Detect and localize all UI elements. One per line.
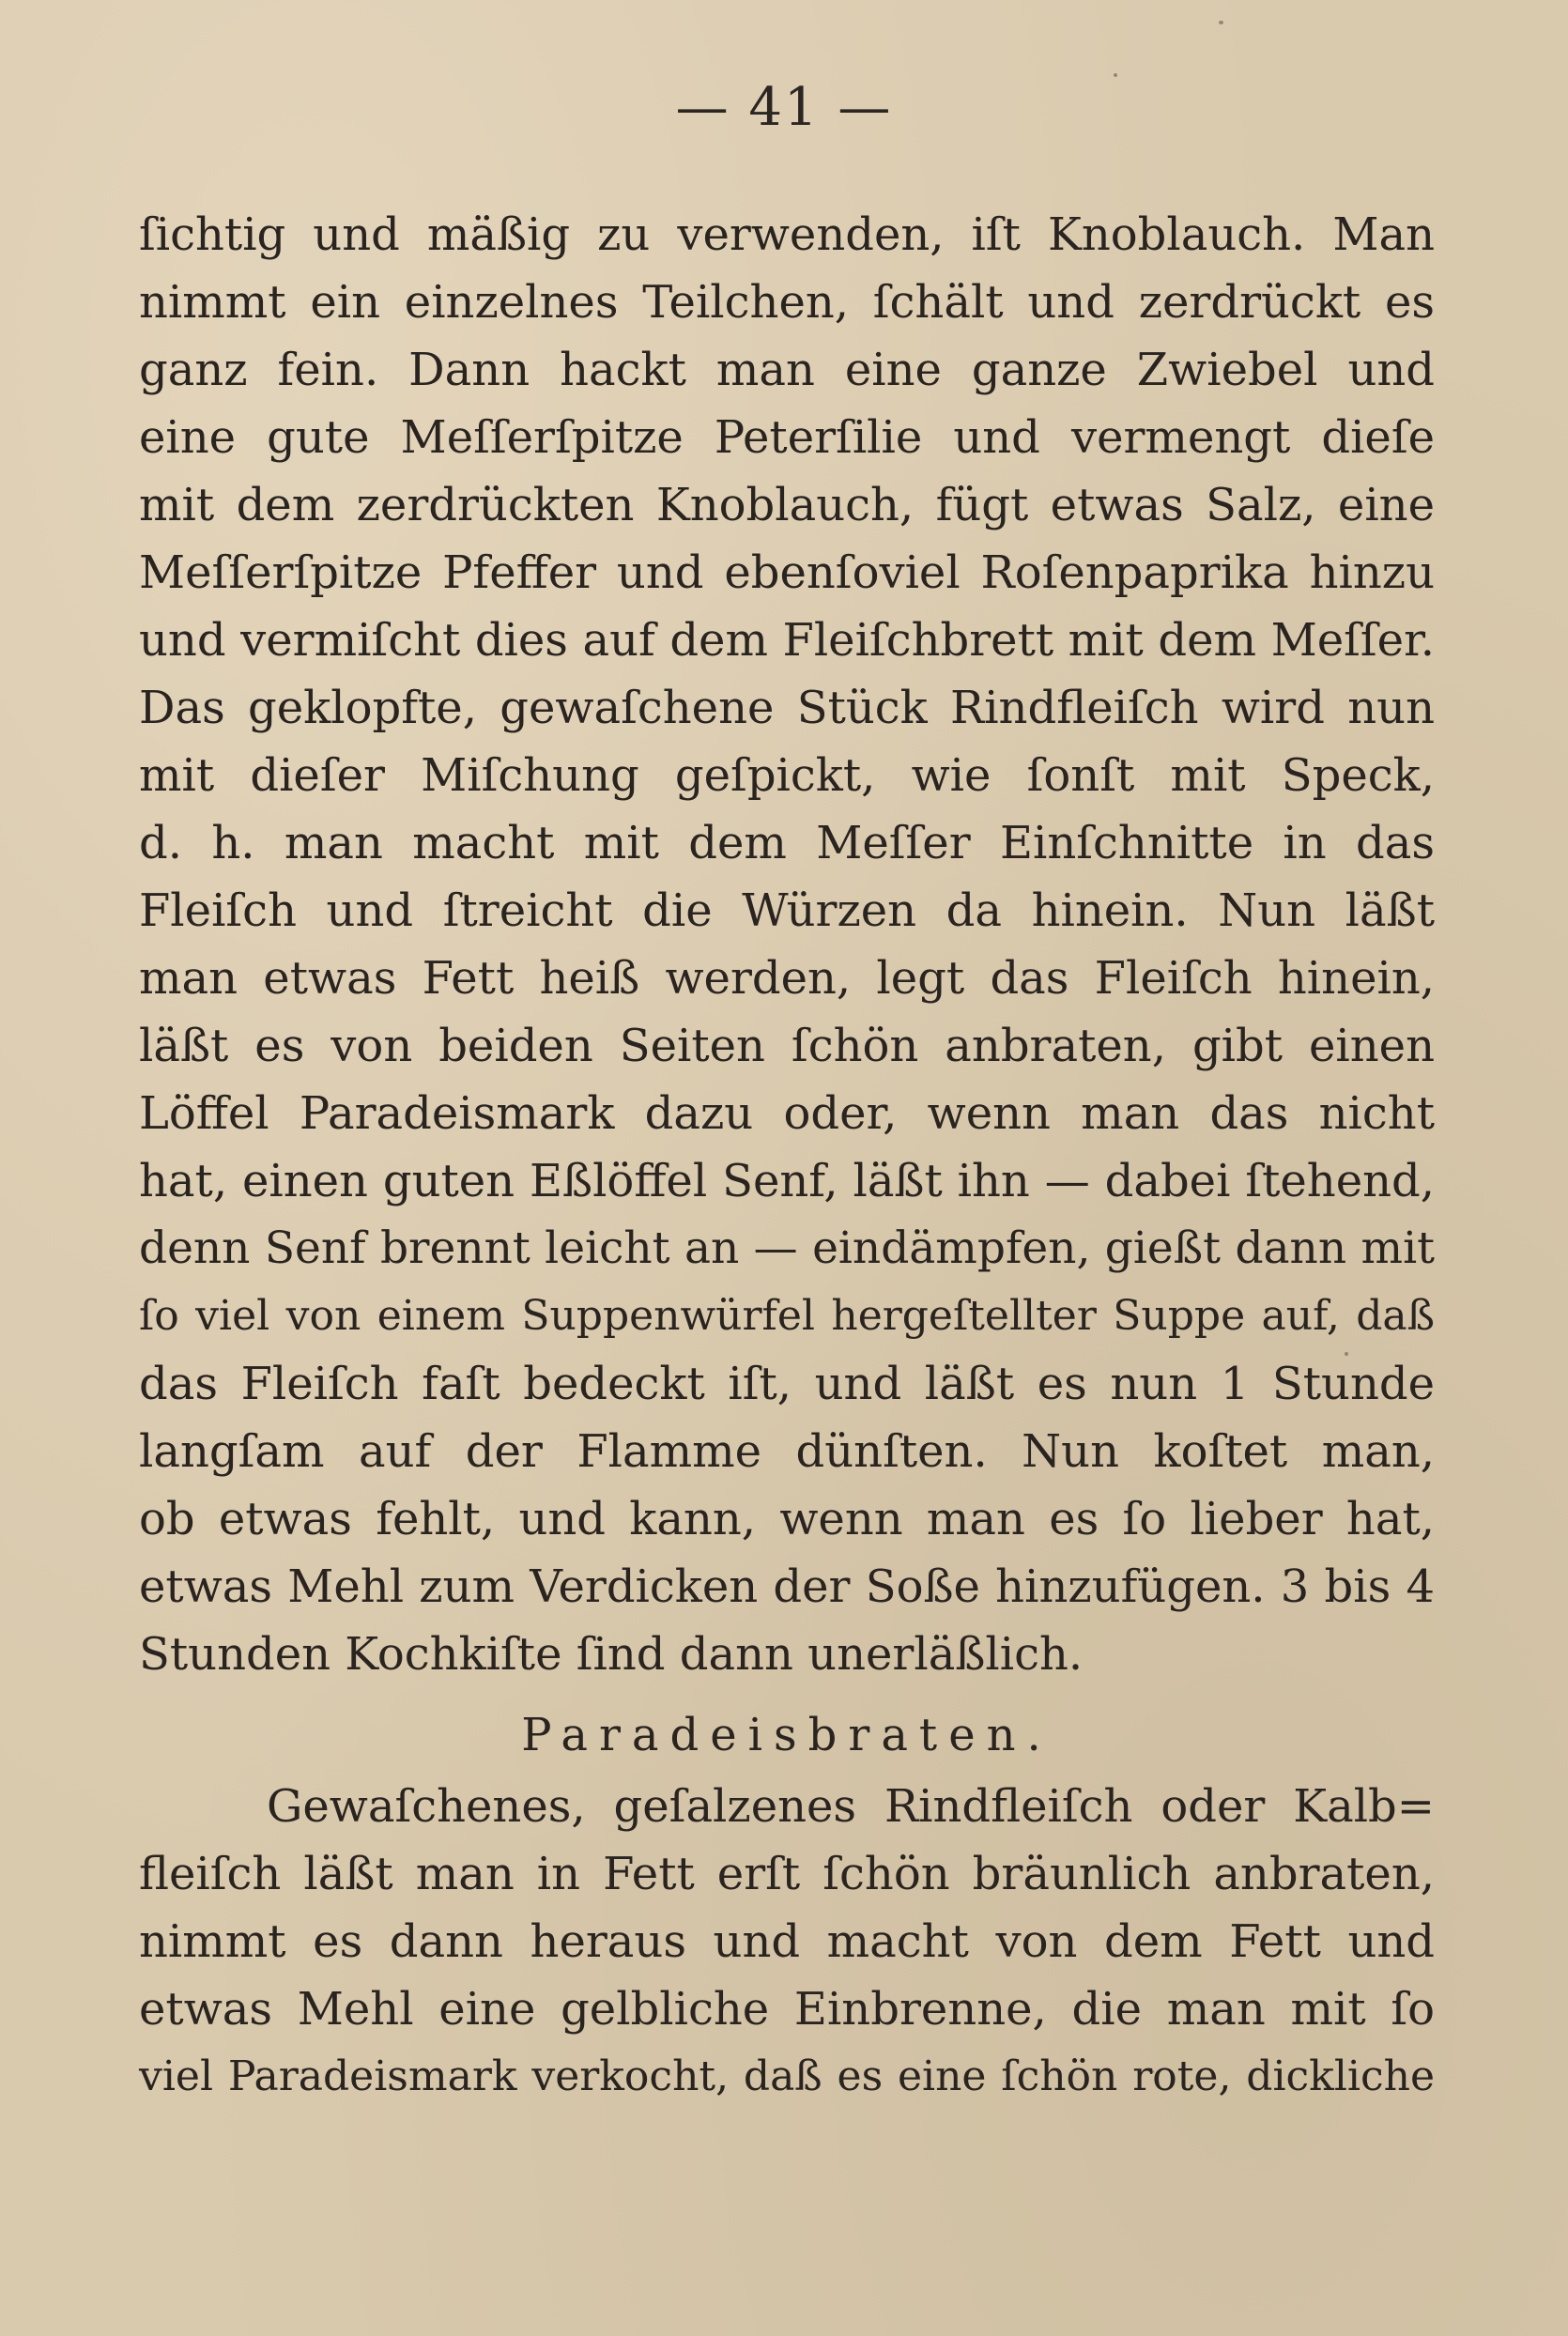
text-line: langſam auf der Flamme dünſten. Nun koſtet man, [139, 1425, 1435, 1478]
text-line: etwas Mehl zum Verdicken der Soße hinzufügen. 3 bis 4 [139, 1560, 1435, 1613]
text-line: nimmt ein einzelnes Teilchen, ſchält und zerdrückt es [139, 276, 1435, 329]
text-line: mit dieſer Miſchung geſpickt, wie ſonſt mit Speck, [139, 749, 1435, 802]
text-line: läßt es von beiden Seiten ſchön anbraten, gibt einen [139, 1020, 1435, 1072]
text-line: Stunden Kochkiſte ſind dann unerläßlich. [139, 1628, 1084, 1681]
text-line: das Fleiſch faſt bedeckt iſt, und läßt es nun 1 Stunde [139, 1358, 1435, 1410]
text-line: Gewaſchenes, geſalzenes Rindfleiſch oder Kalb= [267, 1780, 1435, 1833]
paragraph-2 [139, 1773, 1435, 2111]
text-line: man etwas Fett heiß werden, legt das Fleiſch hinein, [139, 952, 1435, 1005]
paper-speck [1219, 21, 1223, 24]
text-line: Löffel Paradeismark dazu oder, wenn man das nicht [139, 1087, 1435, 1140]
text-line: viel Paradeismark verkocht, daß es eine ſchön rote, dickliche [139, 2052, 1435, 2100]
text-line: ſichtig und mäßig zu verwenden, iſt Knoblauch. Man [139, 208, 1435, 261]
text-line: ganz fein. Dann hackt man eine ganze Zwiebel und [139, 344, 1435, 396]
text-line: Fleiſch und ſtreicht die Würzen da hinein. Nun läßt [139, 884, 1435, 937]
text-line: denn Senf brennt leicht an — eindämpfen, gießt dann mit [139, 1222, 1435, 1274]
text-line: nimmt es dann heraus und macht von dem Fett und [139, 1915, 1435, 1968]
text-line: und vermiſcht dies auf dem Fleiſchbrett mit dem Meſſer. [139, 614, 1435, 667]
text-line: d. h. man macht mit dem Meſſer Einſchnitte in das [139, 817, 1435, 869]
text-line: Das geklopfte, gewaſchene Stück Rindfleiſch wird nun [139, 682, 1435, 734]
text-line: ob etwas fehlt, und kann, wenn man es ſo lieber hat, [139, 1493, 1435, 1545]
text-line: ſo viel von einem Suppenwürfel hergeſtellter Suppe auf, daß [139, 1292, 1435, 1340]
page-number: — 41 — [675, 77, 893, 138]
text-line: hat, einen guten Eßlöffel Senf, läßt ihn — dabei ſtehend, [139, 1155, 1435, 1207]
text-line: eine gute Meſſerſpitze Peterſilie und vermengt dieſe [139, 411, 1435, 464]
text-line: fleiſch läßt man in Fett erſt ſchön bräunlich anbraten, [139, 1848, 1435, 1900]
paragraph-1 [139, 201, 1435, 1688]
page-body [139, 201, 1435, 2111]
text-line: Meſſerſpitze Pfeffer und ebenſoviel Roſenpaprika hinzu [139, 546, 1435, 599]
text-line: etwas Mehl eine gelbliche Einbrenne, die man mit ſo [139, 1983, 1435, 2036]
recipe-heading: Paradeisbraten. [521, 1709, 1053, 1761]
text-line: mit dem zerdrückten Knoblauch, fügt etwas Salz, eine [139, 479, 1435, 531]
